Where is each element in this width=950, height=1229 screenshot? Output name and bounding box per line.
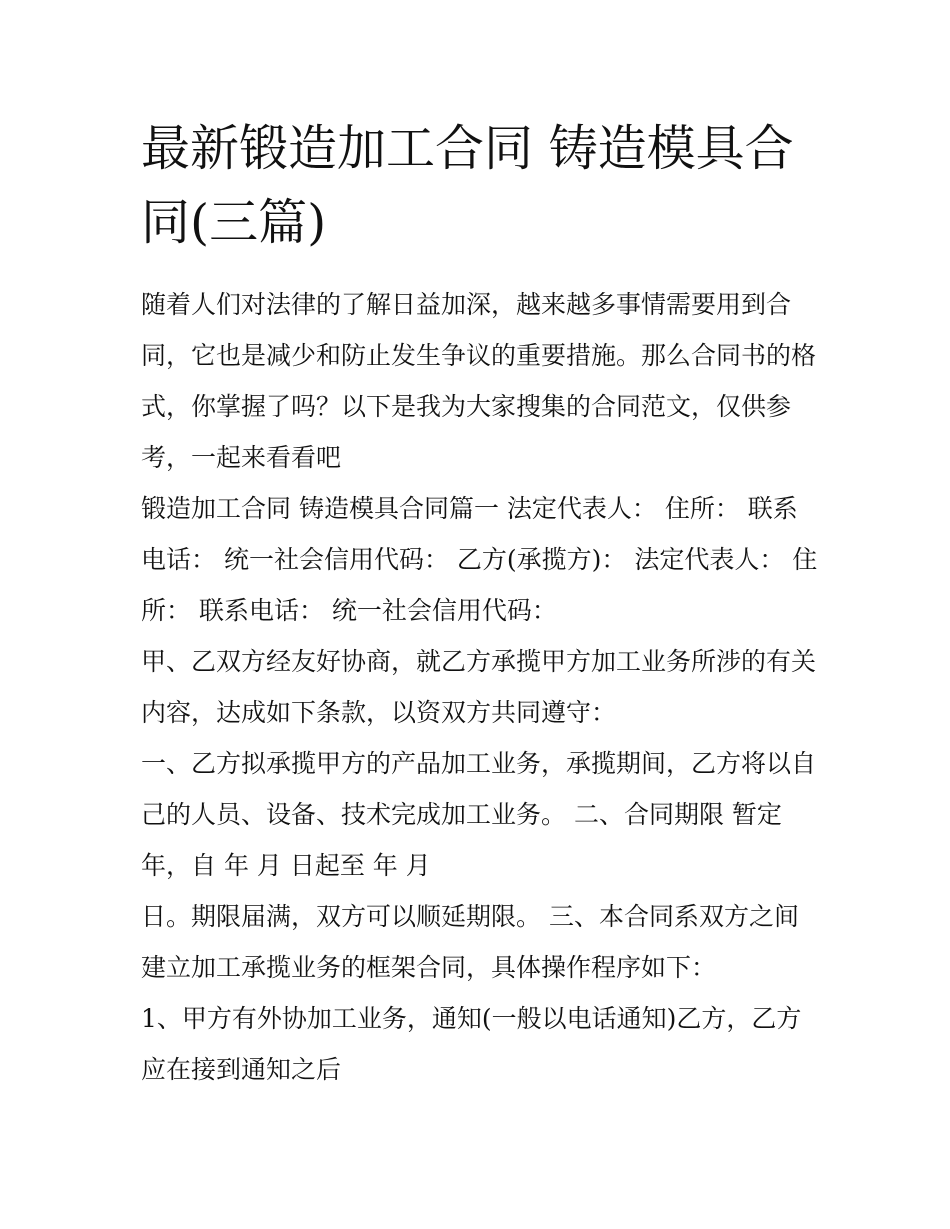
- parties-paragraph: [141, 483, 821, 636]
- clause-term-paragraph: [141, 891, 821, 993]
- text-line: 电话： 统一社会信用代码： 乙方(承揽方)： 法定代表人： 住: [141, 545, 818, 574]
- text-line: 甲、乙双方经友好协商，就乙方承揽甲方加工业务所涉的有关: [141, 647, 817, 676]
- text-line: 应在接到通知之后: [141, 1055, 342, 1084]
- clause-one-paragraph: [141, 738, 821, 891]
- text-line: 日。期限届满，双方可以顺延期限。 三、本合同系双方之间: [141, 902, 799, 931]
- document-body: [141, 112, 821, 1095]
- text-line: 一、乙方拟承揽甲方的产品加工业务，承揽期间，乙方将以自: [141, 749, 817, 778]
- title-line: 最新锻造加工合同 铸造模具合: [141, 120, 794, 177]
- text-line: 锻造加工合同 铸造模具合同篇一 法定代表人： 住所： 联系: [141, 494, 798, 523]
- text-line: 内容，达成如下条款，以资双方共同遵守：: [141, 698, 617, 727]
- intro-paragraph: [141, 279, 821, 483]
- title-line: 同(三篇): [141, 194, 327, 251]
- agreement-paragraph: [141, 636, 821, 738]
- procedure-paragraph: [141, 993, 821, 1095]
- text-line: 己的人员、设备、技术完成加工业务。 二、合同期限 暂定: [141, 800, 782, 829]
- text-line: 式，你掌握了吗？以下是我为大家搜集的合同范文，仅供参: [141, 392, 792, 421]
- text-line: 随着人们对法律的了解日益加深，越来越多事情需要用到合: [141, 290, 792, 319]
- page-title: [141, 112, 821, 260]
- text-line: 年，自 年 月 日起至 年 月: [141, 851, 431, 880]
- text-line: 所： 联系电话： 统一社会信用代码：: [141, 596, 557, 625]
- text-line: 考，一起来看看吧: [141, 443, 342, 472]
- text-line: 建立加工承揽业务的框架合同，具体操作程序如下：: [141, 953, 717, 982]
- text-line: 同，它也是减少和防止发生争议的重要措施。那么合同书的格: [141, 341, 817, 370]
- text-line: 1、甲方有外协加工业务，通知(一般以电话通知)乙方，乙方: [141, 1004, 802, 1033]
